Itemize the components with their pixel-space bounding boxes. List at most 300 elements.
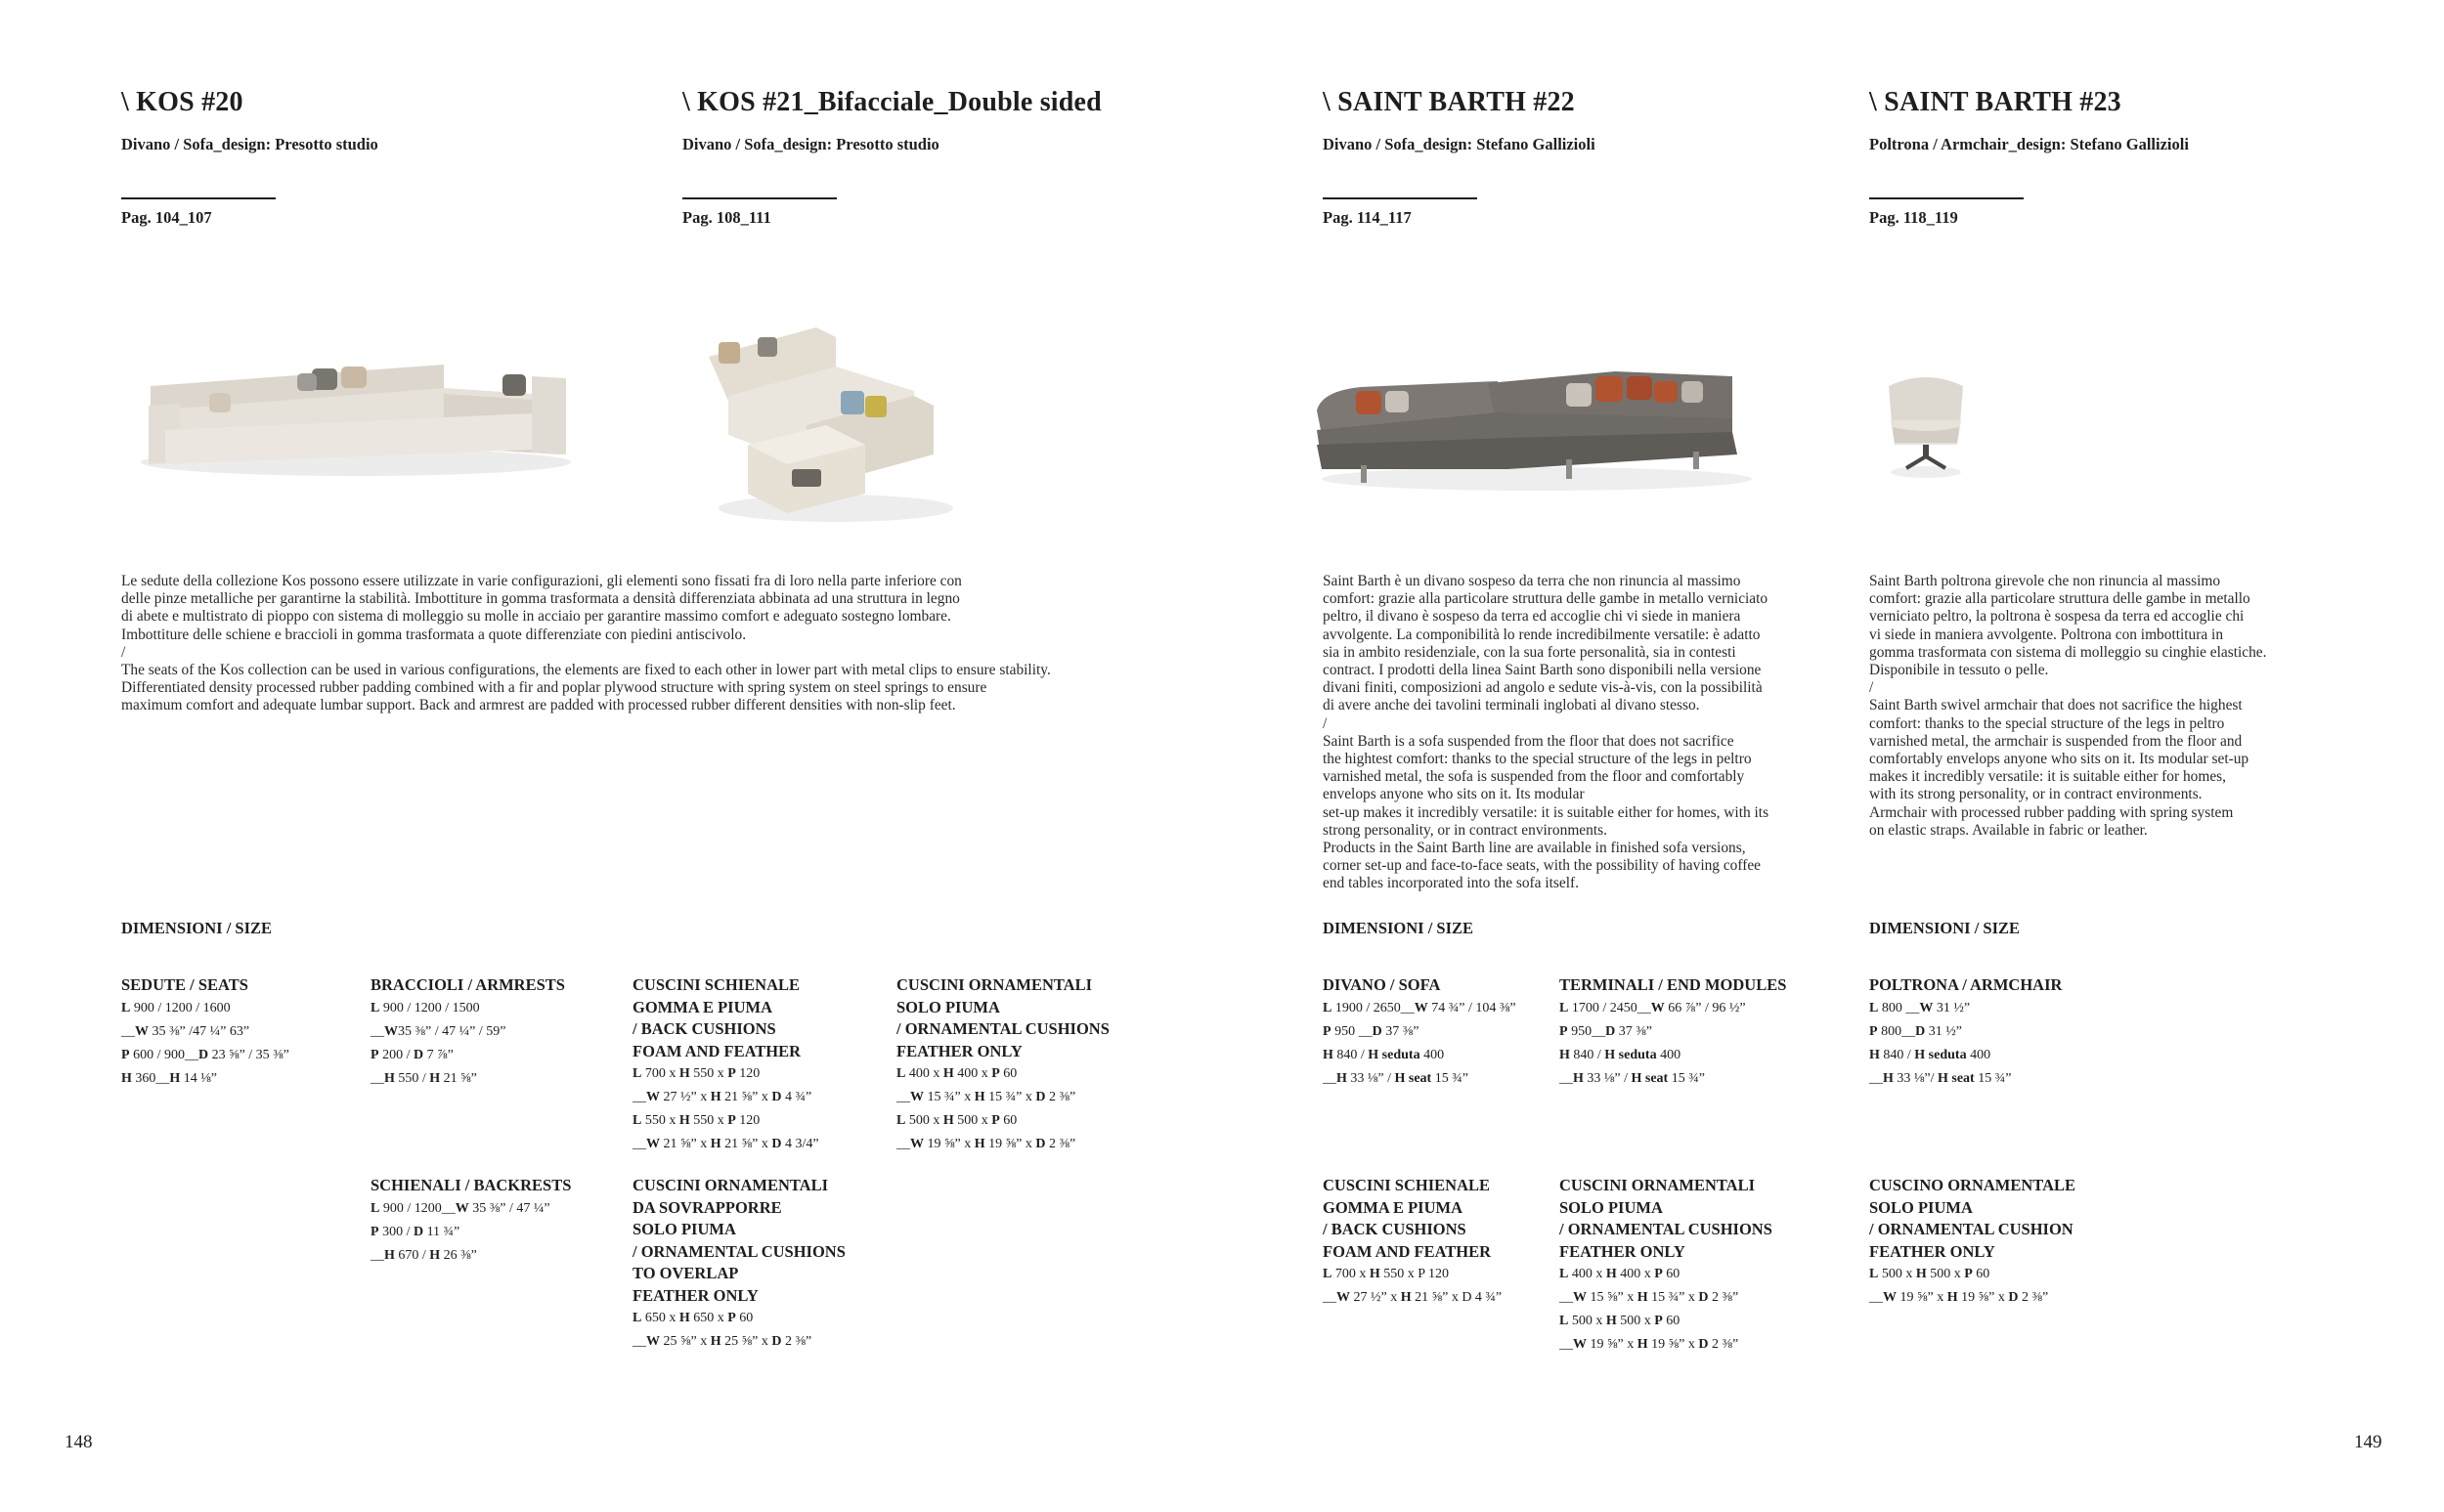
size-dim-value: 600 / 900__ [129, 1047, 198, 1062]
size-dim-letter: H [384, 1070, 395, 1086]
size-line [633, 1086, 819, 1109]
size-dim-value: 60 [1972, 1267, 1990, 1281]
size-dim-letter: H [384, 1247, 395, 1263]
kos20-page-ref: Pag. 104_107 [121, 208, 212, 227]
size-dim-letter: W [384, 1023, 398, 1039]
size-dim-letter: H [1637, 1290, 1648, 1305]
size-block-title-line: SOLO PIUMA [633, 1220, 736, 1238]
size-dim-value: 120 [735, 1066, 761, 1081]
size-dim-value: 120 [735, 1113, 761, 1128]
size-dim-letter: H [1323, 1047, 1333, 1062]
size-line [1869, 1286, 2075, 1310]
size-dim-value: 60 [999, 1066, 1018, 1081]
size-dim-letter: H [678, 1311, 690, 1325]
size-block-sb-back-cushions [1323, 1175, 1502, 1310]
size-line [121, 1044, 289, 1067]
size-dim-value: 19 ⅝” x [924, 1137, 975, 1151]
size-dim-value: 33 ⅛”/ [1893, 1070, 1938, 1086]
kos21-title: \ KOS #21_Bifacciale_Double sided [682, 87, 1102, 117]
size-dim-value: 19 ⅝” x [1647, 1337, 1699, 1352]
size-dim-letter: H [1369, 1267, 1380, 1281]
size-dim-value: 15 ¾” [1974, 1070, 2012, 1086]
size-dim-value: 400 [1966, 1047, 1991, 1062]
size-dim-letter: L [633, 1113, 642, 1128]
kos-description-line: The seats of the Kos collection can be used in various configurations, the elements are fixed to each other in lower part with metal clips to ensure stability. [121, 662, 1051, 679]
size-dim-value: 360__ [131, 1070, 170, 1086]
size-dim-value: 840 / [1569, 1047, 1605, 1062]
size-block-title-line: POLTRONA / ARMCHAIR [1869, 975, 2063, 994]
size-dim-letter: L [896, 1066, 906, 1081]
sb22-description-line: sia in ambito residenziale, con la sua forte personalità, sia in contesti [1323, 643, 1736, 661]
page-number-right: 149 [2354, 1432, 2382, 1452]
size-block-title-line: FOAM AND FEATHER [633, 1041, 802, 1060]
size-dim-value: 25 ⅝” x [720, 1334, 772, 1349]
size-dim-value: 400 [1656, 1047, 1681, 1062]
size-line [1323, 997, 1516, 1020]
size-dim-letter: L [896, 1113, 906, 1128]
dimensions-heading-sb-sofa: DIMENSIONI / SIZE [1323, 919, 1474, 937]
size-dim-letter: D [1372, 1023, 1382, 1039]
sb22-description-line: contract. I prodotti della linea Saint Barth sono disponibili nella versione [1323, 662, 1762, 679]
size-line [1323, 1286, 1502, 1310]
size-dim-letter: W [135, 1023, 149, 1039]
size-dim-letter: L [1559, 1267, 1569, 1281]
size-dim-letter: L [1869, 1000, 1879, 1015]
size-line [371, 1221, 571, 1244]
size-dim-letter: P [371, 1224, 379, 1239]
sb23-description-line: Disponibile in tessuto o pelle. [1869, 662, 2049, 679]
size-dim-letter: L [1323, 1267, 1332, 1281]
size-dim-letter: H [429, 1070, 441, 1086]
sb23-subtitle: Poltrona / Armchair_design: Stefano Gallizioli [1869, 135, 2189, 153]
size-line [1559, 997, 1786, 1020]
size-dim-value: 500 x [1616, 1314, 1655, 1328]
sb23-description-line: gomma trasformata con sistema di molleggio su cinghie elastiche. [1869, 643, 2267, 661]
size-dim-value: 650 x [689, 1311, 728, 1325]
size-dim-letter: W [646, 1090, 660, 1104]
size-dim-letter: W [646, 1334, 660, 1349]
size-dim-value: 27 ½” x [1350, 1290, 1401, 1305]
saint-barth-sofa-description [1323, 573, 1768, 893]
size-dim-value: 60 [735, 1311, 754, 1325]
size-dim-value: __ [1559, 1070, 1573, 1086]
size-dim-letter: H seat [1938, 1070, 1975, 1086]
size-dim-value: __ [633, 1334, 646, 1349]
size-dim-letter: H [429, 1247, 441, 1263]
size-dim-value: 300 / [378, 1224, 414, 1239]
size-dim-letter: W [646, 1137, 660, 1151]
sb22-description-line: envelops anyone who sits on it. Its modular [1323, 786, 1585, 803]
sb23-description-line: Armchair with processed rubber padding with spring system [1869, 803, 2234, 821]
size-dim-letter: H [678, 1113, 690, 1128]
size-block-ornamental-cushion [1869, 1175, 2075, 1310]
size-dim-letter: P [727, 1066, 736, 1081]
size-dim-value: 15 ¾” [1431, 1070, 1468, 1086]
size-dim-value: 550 x P 120 [1379, 1267, 1450, 1281]
size-line [121, 1020, 289, 1044]
size-block-title [1559, 974, 1786, 997]
size-block-title-line: CUSCINI ORNAMENTALI [1559, 1176, 1756, 1194]
size-dim-value: 400 x [1616, 1267, 1655, 1281]
size-dim-value: 15 ¾” x [984, 1090, 1036, 1104]
size-dim-letter: W [910, 1090, 924, 1104]
size-dim-letter: P [991, 1066, 1000, 1081]
size-dim-value: 35 ⅜” /47 ¼” 63” [149, 1023, 250, 1039]
kos-description-line: Imbottiture delle schiene e braccioli in gomma trasformata a quote differenziate con piedini antiscivolo. [121, 626, 747, 643]
size-dim-letter: P [121, 1047, 130, 1062]
size-block-armrests [371, 974, 565, 1091]
size-line [371, 1067, 565, 1091]
size-dim-value: __ [633, 1137, 646, 1151]
size-dim-letter: W [1414, 1000, 1428, 1015]
size-dim-letter: H [121, 1070, 132, 1086]
size-dim-value: 1900 / 2650__ [1331, 1000, 1415, 1015]
kos-description-line: Le sedute della collezione Kos possono essere utilizzate in varie configurazioni, gli elementi sono fissati fra di loro nella parte inferiore con [121, 573, 962, 589]
size-dim-value: 650 x [641, 1311, 679, 1325]
size-dim-value: 700 x [1331, 1267, 1370, 1281]
sb22-description-line: Saint Barth is a sofa suspended from the floor that does not sacrifice [1323, 732, 1734, 750]
size-dim-value: 15 ⅝” x [1587, 1290, 1637, 1305]
dimensions-heading-kos: DIMENSIONI / SIZE [121, 919, 273, 937]
size-line [1869, 1020, 2062, 1044]
size-line [1323, 1020, 1516, 1044]
size-dim-letter: P [1654, 1267, 1663, 1281]
size-line [1323, 1067, 1516, 1091]
size-block-title [1323, 974, 1516, 997]
size-dim-value: 35 ⅜” / 47 ¼” / 59” [398, 1023, 506, 1039]
size-block-armchair [1869, 974, 2062, 1091]
size-block-kos-back-cushions [633, 974, 819, 1156]
size-dim-value: __ [371, 1070, 384, 1086]
size-dim-letter: L [371, 1200, 380, 1216]
size-line [1869, 1044, 2062, 1067]
sb22-description-line: strong personality, or in contract environments. [1323, 821, 1607, 839]
size-dim-value: __ [1323, 1290, 1336, 1305]
size-dim-value: 26 ⅜” [440, 1247, 477, 1263]
kos-description-line: di abete e multistrato di pioppo con sistema di molleggio su molle in acciaio per garantire massimo comfort e adeguato sostegno lombare. [121, 608, 951, 626]
size-dim-value: __ [371, 1247, 384, 1263]
size-dim-value: __ [1559, 1337, 1573, 1352]
size-dim-value: 550 x [689, 1066, 728, 1081]
size-dim-value: __ [1869, 1070, 1883, 1086]
sb23-description-line: / [1869, 679, 1874, 697]
size-dim-letter: H [974, 1137, 985, 1151]
sb23-description-line: comfortably envelops anyone who sits on it. Its modular set-up [1869, 751, 2249, 768]
size-block-title-line: SOLO PIUMA [1869, 1197, 1973, 1217]
size-dim-value: __ [896, 1137, 910, 1151]
size-block-sofa [1323, 974, 1516, 1091]
kos21-divider [682, 197, 837, 199]
size-block-title [1869, 974, 2062, 997]
sb22-description-line: divani finiti, composizioni ad angolo e sedute vis-à-vis, con la possibilità [1323, 679, 1763, 697]
size-dim-value: 800__ [1877, 1023, 1916, 1039]
size-dim-value: 31 ½” [1925, 1023, 1962, 1039]
size-dim-letter: H [942, 1066, 954, 1081]
sb23-description-line: with its strong personality, or in contract environments. [1869, 786, 2203, 803]
size-dim-value: 21 ⅝” x [720, 1137, 772, 1151]
size-dim-letter: P [1964, 1267, 1973, 1281]
dimensions-heading-sb-armchair: DIMENSIONI / SIZE [1869, 919, 2021, 937]
sb23-title: \ SAINT BARTH #23 [1869, 87, 2121, 117]
size-block-title-line: / ORNAMENTAL CUSHION [1869, 1220, 2073, 1238]
size-block-title-line: TERMINALI / END MODULES [1559, 975, 1787, 994]
size-line [1559, 1286, 1772, 1310]
size-dim-letter: W [1919, 1000, 1934, 1015]
size-dim-letter: H [1336, 1070, 1347, 1086]
size-dim-letter: H [710, 1334, 721, 1349]
sb22-title: \ SAINT BARTH #22 [1323, 87, 1575, 117]
sb23-description-line: Saint Barth poltrona girevole che non rinuncia al massimo [1869, 573, 2221, 589]
size-dim-value: 14 ⅛” [180, 1070, 217, 1086]
size-dim-letter: L [633, 1066, 642, 1081]
size-dim-value: 21 ⅝” x D 4 ¾” [1411, 1290, 1503, 1305]
size-dim-letter: W [455, 1200, 469, 1216]
size-dim-value: __ [633, 1090, 646, 1104]
size-block-end-modules [1559, 974, 1786, 1091]
size-dim-value: 21 ⅝” [440, 1070, 477, 1086]
size-dim-value: 1700 / 2450__ [1568, 1000, 1651, 1015]
size-dim-value: 19 ⅝” x [1897, 1290, 1947, 1305]
size-line [1559, 1310, 1772, 1333]
size-dim-value: 700 x [641, 1066, 679, 1081]
size-dim-value: 2 ⅜” [1045, 1137, 1076, 1151]
kos-description-line: / [121, 643, 126, 661]
size-dim-letter: H seduta [1604, 1047, 1657, 1062]
size-dim-letter: L [1559, 1000, 1569, 1015]
saint-barth-armchair-description [1869, 573, 2266, 840]
size-dim-letter: D [1698, 1337, 1709, 1352]
size-block-title-line: SEDUTE / SEATS [121, 975, 248, 994]
size-dim-letter: P [1654, 1314, 1663, 1328]
size-dim-value: 25 ⅝” x [660, 1334, 711, 1349]
size-block-title-line: FEATHER ONLY [896, 1041, 1023, 1060]
size-dim-value: 2 ⅜” [1708, 1337, 1739, 1352]
size-dim-value: 2 ⅜” [1708, 1290, 1739, 1305]
size-dim-letter: D [1915, 1023, 1926, 1039]
size-line [896, 1109, 1110, 1133]
size-block-title-line: / ORNAMENTAL CUSHIONS [896, 1019, 1110, 1038]
sb23-armchair-image [1877, 367, 1975, 484]
size-dim-value: __ [1323, 1070, 1336, 1086]
size-dim-letter: P [371, 1047, 379, 1062]
size-dim-letter: H [678, 1066, 690, 1081]
size-block-title-line: FEATHER ONLY [1869, 1241, 1995, 1261]
size-dim-value: 200 / [378, 1047, 414, 1062]
size-dim-letter: H seduta [1368, 1047, 1420, 1062]
size-block-title-line: CUSCINI SCHIENALE [1323, 1176, 1491, 1194]
size-block-title-line: SCHIENALI / BACKRESTS [371, 1176, 572, 1194]
size-dim-value: 840 / [1879, 1047, 1915, 1062]
size-dim-letter: D [413, 1224, 424, 1239]
sb22-page-ref: Pag. 114_117 [1323, 208, 1412, 227]
size-dim-letter: L [1559, 1314, 1569, 1328]
size-dim-letter: P [727, 1113, 736, 1128]
size-dim-value: 31 ½” [1933, 1000, 1971, 1015]
size-dim-value: 19 ⅝” x [1957, 1290, 2009, 1305]
size-dim-letter: W [1573, 1290, 1587, 1305]
size-block-sb-ornamental-cushions [1559, 1175, 1772, 1357]
sb22-description-line: end tables incorporated into the sofa itself. [1323, 875, 1579, 892]
kos21-subtitle: Divano / Sofa_design: Presotto studio [682, 135, 939, 153]
kos21-sofa-image [689, 298, 963, 533]
size-dim-letter: H seat [1394, 1070, 1432, 1086]
size-dim-letter: H [1883, 1070, 1894, 1086]
size-dim-value: 500 x [905, 1113, 943, 1128]
size-block-title [1559, 1175, 1772, 1263]
kos-description [121, 573, 1051, 715]
size-block-title-line: GOMMA E PIUMA [1323, 1197, 1462, 1217]
size-block-title-line: DIVANO / SOFA [1323, 975, 1441, 994]
size-block-title-line: FEATHER ONLY [633, 1285, 759, 1305]
size-dim-letter: D [1698, 1290, 1709, 1305]
size-dim-value: 550 x [689, 1113, 728, 1128]
sb23-description-line: makes it incredibly versatile: it is suitable either for homes, [1869, 768, 2227, 786]
sb23-divider [1869, 197, 2024, 199]
size-dim-value: __ [371, 1023, 384, 1039]
sb22-description-line: set-up makes it incredibly versatile: it is suitable either for homes, with its [1323, 803, 1769, 821]
size-dim-value: 950__ [1567, 1023, 1606, 1039]
size-block-title-line: FOAM AND FEATHER [1323, 1241, 1492, 1261]
size-dim-letter: D [771, 1334, 782, 1349]
size-dim-value: 11 ¾” [423, 1224, 460, 1239]
size-dim-letter: P [1323, 1023, 1331, 1039]
size-block-title-line: SOLO PIUMA [1559, 1197, 1663, 1217]
size-dim-value: 19 ⅝” x [1587, 1337, 1637, 1352]
size-line [1559, 1020, 1786, 1044]
size-dim-value: 900 / 1200 / 1600 [130, 1000, 231, 1015]
size-dim-letter: H [1400, 1290, 1412, 1305]
sb23-page-ref: Pag. 118_119 [1869, 208, 1958, 227]
size-dim-value: 950 __ [1331, 1023, 1373, 1039]
size-line [1559, 1044, 1786, 1067]
size-dim-letter: W [910, 1137, 924, 1151]
size-block-title-line: / BACK CUSHIONS [633, 1019, 776, 1038]
size-dim-value: 60 [999, 1113, 1018, 1128]
sb23-description-line: comfort: grazie alla particolare struttura delle gambe in metallo [1869, 590, 2250, 608]
size-block-title-line: / ORNAMENTAL CUSHIONS [633, 1241, 846, 1261]
size-dim-letter: D [413, 1047, 424, 1062]
size-line [896, 1086, 1110, 1109]
sb22-description-line: peltro, il divano è sospeso da terra ed accoglie chi vi siede in maniera [1323, 608, 1741, 626]
size-line [896, 1133, 1110, 1156]
sb22-description-line: the hightest comfort: thanks to the special structure of the legs in peltro [1323, 751, 1752, 768]
sb23-description-line: Saint Barth swivel armchair that does not sacrifice the highest [1869, 697, 2243, 714]
size-dim-value: 21 ⅝” x [660, 1137, 711, 1151]
size-line [371, 1020, 565, 1044]
size-dim-value: 66 ⅞” / 96 ½” [1664, 1000, 1746, 1015]
size-line [633, 1109, 819, 1133]
size-dim-value: 21 ⅝” x [720, 1090, 772, 1104]
size-dim-letter: P [1559, 1023, 1568, 1039]
size-line [633, 1307, 846, 1330]
size-line [1559, 1333, 1772, 1357]
size-line [371, 997, 565, 1020]
size-dim-letter: H [1605, 1314, 1617, 1328]
size-dim-letter: H [710, 1137, 721, 1151]
size-block-title-line: TO OVERLAP [633, 1264, 739, 1282]
kos21-page-ref: Pag. 108_111 [682, 208, 771, 227]
sb22-sofa-image [1302, 323, 1752, 508]
size-dim-value: 500 x [953, 1113, 992, 1128]
size-block-title-line: DA SOVRAPPORRE [633, 1197, 782, 1217]
size-dim-value: 800 __ [1878, 1000, 1920, 1015]
size-dim-value: 500 x [1568, 1314, 1606, 1328]
size-block-title-line: GOMMA E PIUMA [633, 997, 772, 1016]
size-dim-value: 2 ⅜” [2018, 1290, 2049, 1305]
size-block-title-line: SOLO PIUMA [896, 997, 1000, 1016]
sb23-description-line: varnished metal, the armchair is suspended from the floor and [1869, 732, 2243, 750]
size-block-title-line: FEATHER ONLY [1559, 1241, 1685, 1261]
size-line [1869, 1263, 2075, 1286]
size-dim-letter: L [121, 1000, 131, 1015]
size-line [371, 1244, 571, 1268]
size-dim-letter: D [2008, 1290, 2019, 1305]
sb22-description-line: varnished metal, the sofa is suspended from the floor and comfortably [1323, 768, 1745, 786]
size-block-title [371, 974, 565, 997]
size-dim-letter: H [942, 1113, 954, 1128]
size-dim-value: 19 ⅝” x [984, 1137, 1036, 1151]
sb22-description-line: comfort: grazie alla particolare struttura delle gambe in metallo verniciato [1323, 590, 1768, 608]
kos20-divider [121, 197, 276, 199]
sb22-divider [1323, 197, 1477, 199]
size-line [633, 1330, 846, 1354]
size-dim-value: 27 ½” x [660, 1090, 711, 1104]
size-dim-value: 550 / [394, 1070, 430, 1086]
size-block-title [121, 974, 289, 997]
size-block-title [1869, 1175, 2075, 1263]
size-dim-value: __ [1869, 1290, 1883, 1305]
size-block-title-line: CUSCINI ORNAMENTALI [896, 975, 1093, 994]
kos20-title: \ KOS #20 [121, 87, 243, 117]
size-dim-letter: H [1559, 1047, 1570, 1062]
size-line [1559, 1263, 1772, 1286]
size-dim-letter: H [1946, 1290, 1958, 1305]
size-dim-letter: H [974, 1090, 985, 1104]
kos-description-line: maximum comfort and adequate lumbar support. Back and armrest are padded with processed rubber different densities with non-slip feet. [121, 697, 956, 714]
sb22-subtitle: Divano / Sofa_design: Stefano Gallizioli [1323, 135, 1595, 153]
size-dim-value: 60 [1662, 1267, 1680, 1281]
size-dim-value: 74 ¾” / 104 ⅜” [1427, 1000, 1516, 1015]
size-dim-letter: D [1035, 1137, 1046, 1151]
size-dim-value: 900 / 1200 / 1500 [379, 1000, 480, 1015]
size-line [121, 1067, 289, 1091]
sb23-description-line: verniciato peltro, la poltrona è sospesa da terra ed accoglie chi [1869, 608, 2245, 626]
size-dim-letter: P [991, 1113, 1000, 1128]
sb23-description-line: vi siede in maniera avvolgente. Poltrona con imbottitura in [1869, 626, 2224, 643]
size-dim-letter: H [1915, 1267, 1927, 1281]
size-dim-letter: W [1573, 1337, 1587, 1352]
size-line [121, 997, 289, 1020]
size-dim-value: 15 ¾” x [1647, 1290, 1699, 1305]
size-dim-letter: L [1869, 1267, 1879, 1281]
size-dim-letter: D [771, 1137, 782, 1151]
size-dim-value: __ [896, 1090, 910, 1104]
size-dim-value: 670 / [394, 1247, 430, 1263]
size-dim-letter: H seat [1631, 1070, 1669, 1086]
size-block-seats [121, 974, 289, 1091]
size-dim-value: 4 ¾” [781, 1090, 812, 1104]
size-block-title-line: / BACK CUSHIONS [1323, 1220, 1466, 1238]
size-dim-value: 840 / [1332, 1047, 1369, 1062]
sb22-description-line: Saint Barth è un divano sospeso da terra che non rinuncia al massimo [1323, 573, 1741, 589]
size-dim-letter: W [1883, 1290, 1897, 1305]
size-dim-value: 23 ⅝” / 35 ⅜” [208, 1047, 289, 1062]
size-dim-value: __ [121, 1023, 135, 1039]
page-number-left: 148 [65, 1432, 93, 1452]
size-dim-value: 7 ⅞” [423, 1047, 454, 1062]
size-dim-letter: P [1869, 1023, 1878, 1039]
size-dim-letter: D [771, 1090, 782, 1104]
